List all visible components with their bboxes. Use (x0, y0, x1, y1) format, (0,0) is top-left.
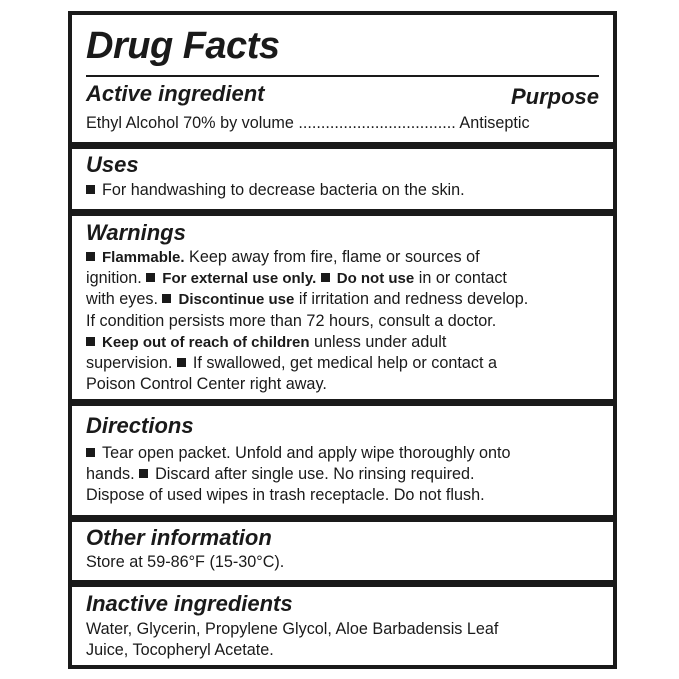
warnings-heading: Warnings (86, 220, 186, 245)
active-ingredient-heading: Active ingredient (86, 81, 265, 106)
bullet-square-icon (86, 337, 95, 346)
dot-leader: ................................... (298, 114, 456, 132)
page-title: Drug Facts (86, 25, 280, 67)
other-information-heading: Other information (86, 525, 272, 550)
active-ingredient-line (86, 113, 530, 134)
inactive-ingredients-text: Water, Glycerin, Propylene Glycol, Aloe Barbadensis Leaf Juice, Tocopheryl Acetate. (86, 620, 499, 660)
section-divider (72, 142, 613, 149)
drug-facts-panel (68, 11, 617, 669)
bullet-square-icon (146, 273, 155, 282)
section-divider (72, 209, 613, 216)
bullet-square-icon (86, 252, 95, 261)
bullet-square-icon (162, 294, 171, 303)
section-divider (72, 399, 613, 406)
section-divider (72, 515, 613, 522)
active-ingredient-purpose: Antiseptic (459, 114, 530, 132)
warnings-text: Flammable. Keep away from fire, flame or sources of ignition. For external use only. Do not use in or contact with eyes. Discontinue use if irritation and redness develop. If condition persists more than 72 hours, consult a doctor. Keep out of reach of children unless under adult supervision. If swallowed, get medical help or contact a Poison Control Center right away. (86, 248, 529, 394)
section-divider (72, 580, 613, 587)
bullet-square-icon (86, 185, 95, 194)
directions-text: Tear open packet. Unfold and apply wipe thoroughly onto hands. Discard after single use. No rinsing required. Dispose of used wipes in trash receptacle. Do not flush. (86, 444, 511, 505)
uses-text: For handwashing to decrease bacteria on the skin. (86, 180, 465, 201)
bullet-square-icon (139, 469, 148, 478)
inactive-ingredients-heading: Inactive ingredients (86, 591, 293, 616)
directions-heading: Directions (86, 413, 194, 438)
other-information-text: Store at 59-86°F (15-30°C). (86, 553, 285, 571)
bullet-square-icon (321, 273, 330, 282)
active-ingredient-name: Ethyl Alcohol 70% by volume (86, 114, 294, 132)
purpose-heading: Purpose (510, 84, 599, 109)
bullet-square-icon (177, 358, 186, 367)
title-rule (86, 75, 599, 77)
bullet-square-icon (86, 448, 95, 457)
uses-heading: Uses (86, 152, 139, 177)
